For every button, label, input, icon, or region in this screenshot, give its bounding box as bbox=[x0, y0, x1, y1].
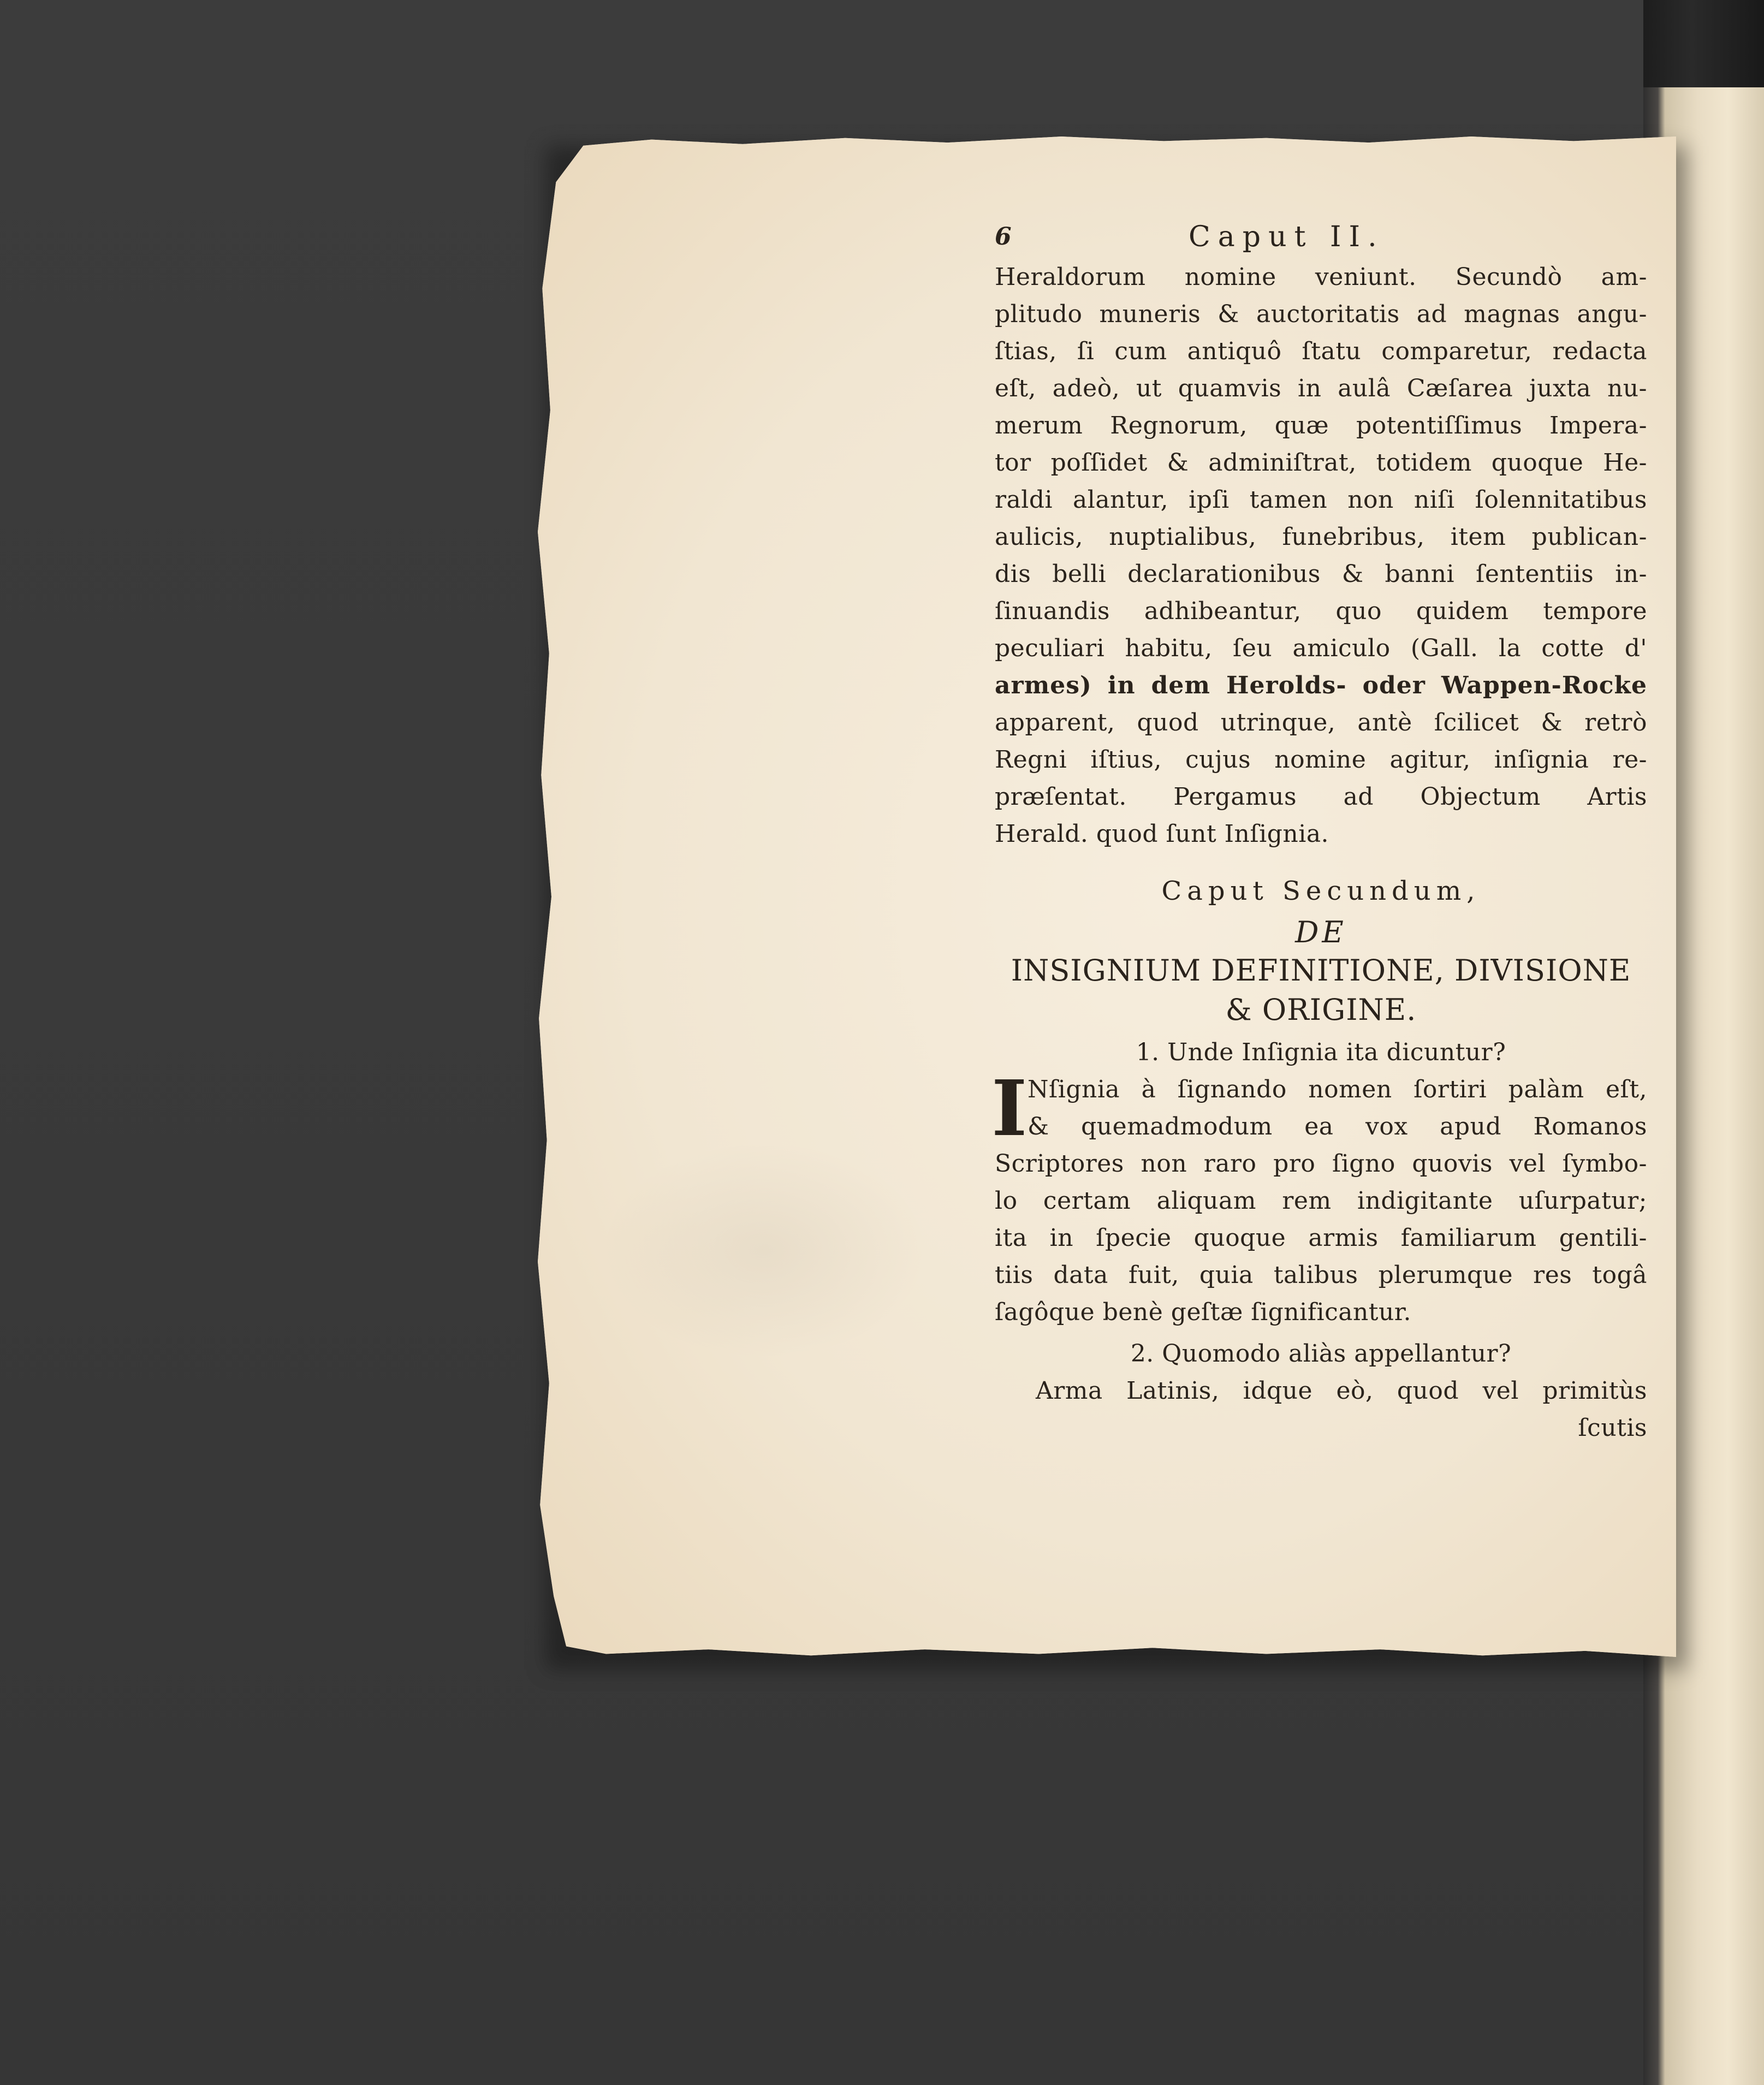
book-spine bbox=[1643, 0, 1764, 87]
text-line: eſt, adeò, ut quamvis in aulâ Cæſarea juxta nu- bbox=[995, 375, 1647, 402]
running-head bbox=[995, 218, 1647, 256]
page-number: 6 bbox=[995, 223, 1012, 251]
drop-cap: I bbox=[991, 1064, 1027, 1154]
question-2: 2. Quomodo aliàs appellantur? bbox=[1130, 1340, 1512, 1368]
text-line: Scriptores non raro pro ſigno quovis vel ſymbo- bbox=[995, 1150, 1647, 1178]
text-line: Nſignia à ſignando nomen ſortiri palàm eſt, bbox=[1027, 1076, 1647, 1103]
answer-2-line: Arma Latinis, idque eò, quod vel primitùs bbox=[1036, 1377, 1647, 1405]
text-line: lo certam aliquam rem indigitante uſurpatur; bbox=[995, 1187, 1647, 1215]
text-line: ita in ſpecie quoque armis familiarum gentili- bbox=[995, 1224, 1647, 1252]
text-line: aulicis, nuptialibus, funebribus, item publican- bbox=[995, 523, 1647, 551]
text-line: tor poſſidet & adminiſtrat, totidem quoque He- bbox=[995, 449, 1647, 477]
text-line: Heraldorum nomine veniunt. Secundò am- bbox=[995, 263, 1647, 291]
chapter-heading: Caput Secundum, bbox=[1161, 876, 1481, 906]
text-line-blackletter: armes) in dem Herolds- oder Wappen-Rocke bbox=[995, 672, 1647, 699]
text-line: apparent, quod utrinque, antè ſcilicet & retrò bbox=[995, 709, 1647, 736]
de-heading: DE bbox=[1295, 915, 1347, 949]
text-line: ſtias, ſi cum antiquô ſtatu comparetur, redacta bbox=[995, 337, 1647, 365]
text-line: Herald. quod ſunt Inſignia. bbox=[995, 820, 1329, 848]
text-line: tiis data fuit, quia talibus plerumque res togâ bbox=[995, 1261, 1647, 1289]
text-line: & quemadmodum ea vox apud Romanos bbox=[1027, 1113, 1647, 1140]
text-line: peculiari habitu, ſeu amiculo (Gall. la cotte d' bbox=[995, 634, 1647, 662]
text-line: dis belli declarationibus & banni ſententiis in- bbox=[995, 560, 1647, 588]
ink-bleed-through bbox=[601, 1141, 928, 1359]
text-line: merum Regnorum, quæ potentiſſimus Impera- bbox=[995, 412, 1647, 439]
text-line: præſentat. Pergamus ad Objectum Artis bbox=[995, 783, 1647, 811]
running-title: Caput II. bbox=[1189, 221, 1385, 253]
chapter-title-line-1: INSIGNIUM DEFINITIONE, DIVISIONE bbox=[1011, 953, 1631, 988]
text-line: plitudo muneris & auctoritatis ad magnas angu- bbox=[995, 300, 1647, 328]
question-1: 1. Unde Inſignia ita dicuntur? bbox=[1136, 1038, 1506, 1066]
text-line: ſinuandis adhibeantur, quo quidem tempore bbox=[995, 597, 1647, 625]
page-text-block bbox=[991, 218, 1647, 1447]
text-line: ſagôque benè geſtæ ſignificantur. bbox=[995, 1298, 1411, 1326]
text-line: raldi alantur, ipſi tamen non niſi ſolennitatibus bbox=[995, 486, 1647, 514]
answer-1-paragraph bbox=[991, 1064, 1647, 1331]
chapter-title-line-2: & ORIGINE. bbox=[1225, 993, 1417, 1027]
text-line: Regni iſtius, cujus nomine agitur, inſignia re- bbox=[995, 746, 1647, 774]
catchword: ſcutis bbox=[1578, 1414, 1647, 1442]
